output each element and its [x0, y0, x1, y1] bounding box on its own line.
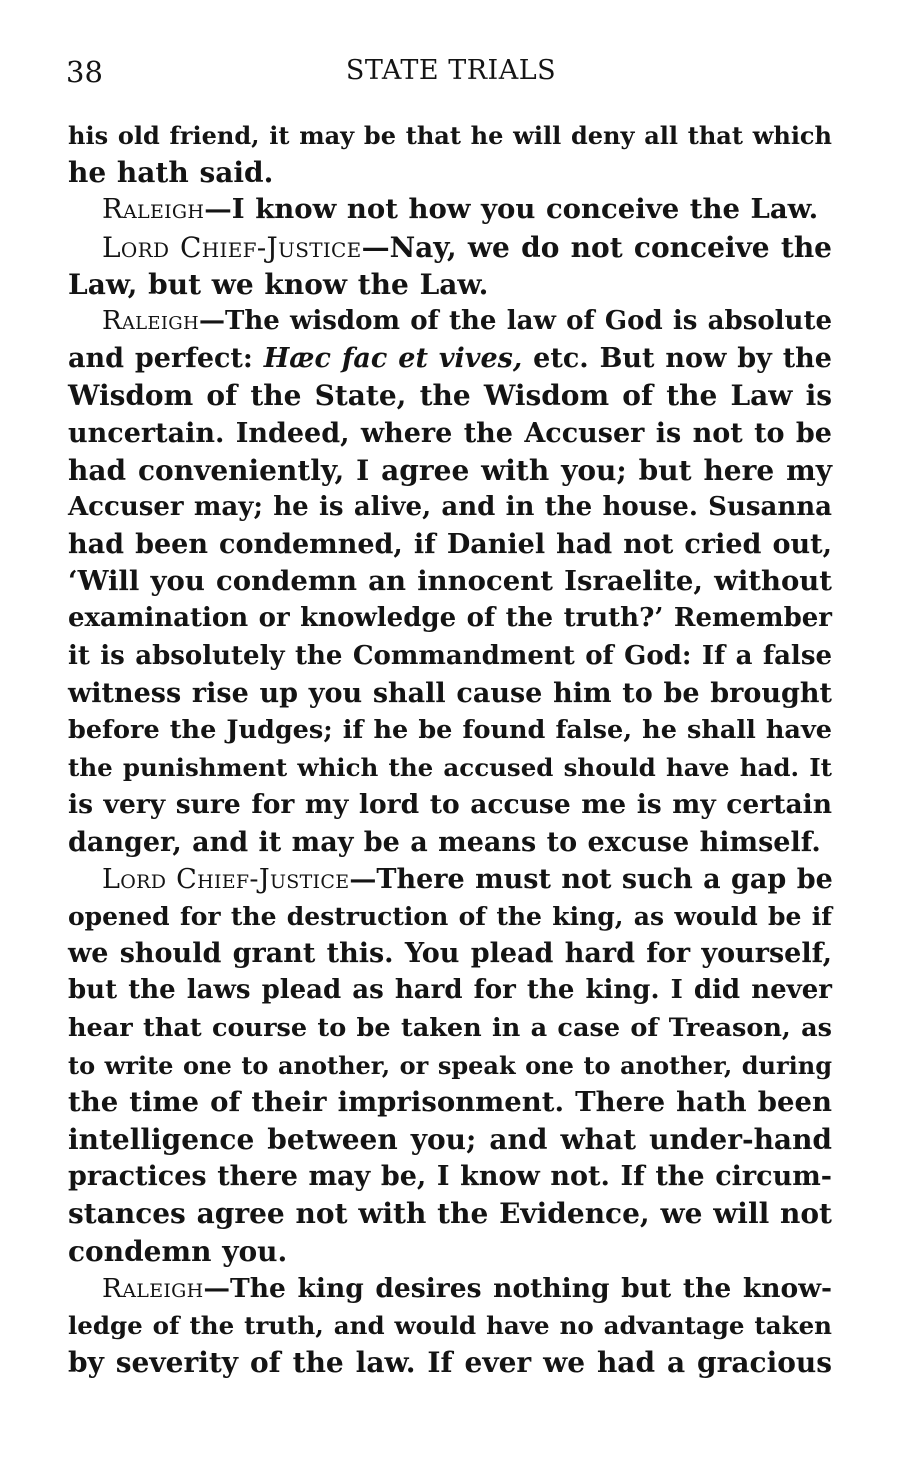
text-line: his old friend, it may be that he will deny all that which: [68, 121, 832, 150]
text-line: the punishment which the accused should have had. It: [68, 753, 832, 783]
text-line: danger, and it may be a means to excuse himself.: [68, 826, 821, 858]
text-line: witness rise up you shall cause him to be brought: [68, 677, 832, 709]
text-line: he hath said.: [68, 156, 274, 190]
text-line: Raleigh—The wisdom of the law of God is absolute: [102, 305, 832, 336]
speaker-name: Raleigh: [102, 1272, 204, 1304]
speaker-name: Raleigh: [102, 305, 199, 336]
text-line: had been condemned, if Daniel had not cried out,: [68, 529, 832, 561]
text-line: Wisdom of the State, the Wisdom of the Law is: [68, 379, 832, 413]
text-line: had conveniently, I agree with you; but here my: [68, 453, 832, 487]
body-text: [68, 117, 832, 1381]
text-line: it is absolutely the Commandment of God: If a false: [68, 640, 832, 671]
text-line: to write one to another, or speak one to another, during: [68, 1050, 832, 1080]
page-number: 38: [66, 55, 103, 89]
text-line: Accuser may; he is alive, and in the house. Susanna: [68, 491, 832, 522]
text-line: before the Judges; if he be found false, he shall have: [68, 715, 832, 745]
text-line: hear that course to be taken in a case of Treason, as: [68, 1012, 832, 1043]
text-line: practices there may be, I know not. If the circum-: [68, 1161, 832, 1193]
text-line: Raleigh—I know not how you conceive the Law.: [102, 193, 819, 226]
text-line: Raleigh—The king desires nothing but the know-: [102, 1272, 832, 1304]
text-line: Law, but we know the Law.: [68, 267, 489, 301]
text-line: examination or knowledge of the truth?’ Remember: [68, 603, 832, 634]
text-line: ‘Will you condemn an innocent Israelite, without: [68, 565, 832, 598]
text-line: uncertain. Indeed, where the Accuser is not to be: [68, 417, 832, 449]
text-line: opened for the destruction of the king, as would be if: [68, 901, 832, 931]
page-header: [66, 55, 836, 99]
speaker-name: Lord Chief-Justice: [102, 230, 362, 264]
running-title: STATE TRIALS: [345, 55, 557, 86]
text-line: ledge of the truth, and would have no advantage taken: [68, 1311, 832, 1340]
latin-quote: Hæc fac et vives,: [263, 343, 523, 375]
text-line: but the laws plead as hard for the king. I did never: [68, 975, 832, 1006]
text-line: and perfect: Hæc fac et vives, etc. But now by the: [68, 343, 832, 375]
text-line: by severity of the law. If ever we had a gracious: [68, 1346, 832, 1380]
text-line: we should grant this. You plead hard for yourself,: [68, 938, 832, 970]
text-line: intelligence between you; and what under-hand: [68, 1123, 832, 1157]
text-line: Lord Chief-Justice—There must not such a gap be: [102, 863, 833, 895]
text-line: stances agree not with the Evidence, we will not: [68, 1197, 832, 1231]
text-line: condemn you.: [68, 1234, 288, 1268]
text-line: the time of their imprisonment. There hath been: [68, 1085, 832, 1118]
text-line: is very sure for my lord to accuse me is my certain: [68, 789, 832, 821]
speaker-name: Raleigh: [102, 193, 205, 226]
speaker-name: Lord Chief-Justice: [102, 863, 350, 895]
text-line: Lord Chief-Justice—Nay, we do not conceive the: [102, 230, 832, 264]
